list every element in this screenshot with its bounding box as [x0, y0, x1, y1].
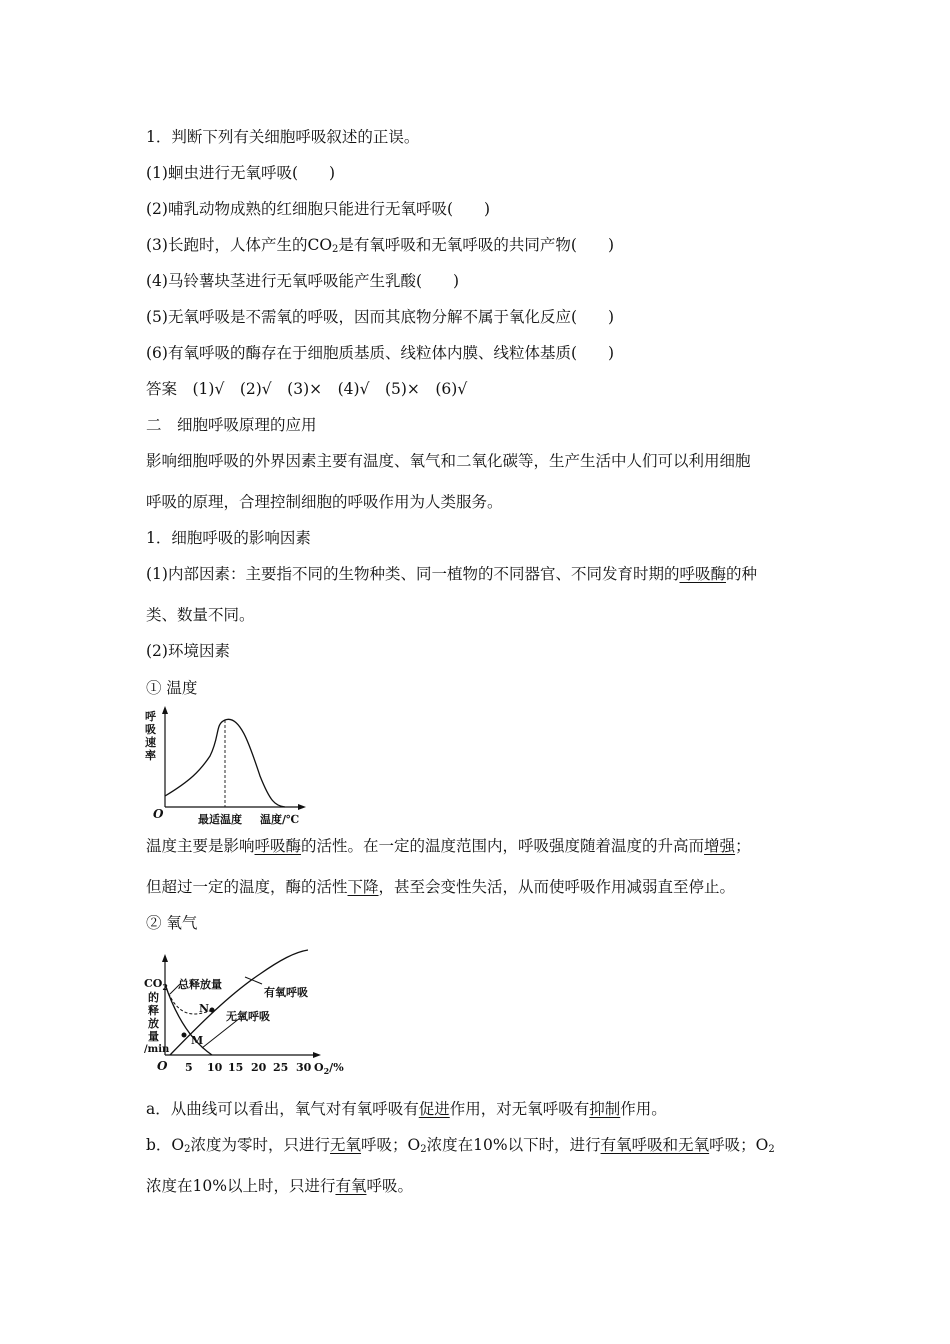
blank-answer: 下降 [347, 878, 379, 896]
temperature-text-line-1 [146, 835, 751, 857]
oxy-x-label: $O_2/\%$ [314, 1061, 344, 1076]
text-run: 作用，对无氧呼吸有 [449, 1100, 590, 1118]
text-run: 浓度在10%以下时，进行 [426, 1136, 601, 1154]
oxy-y-arrow [162, 954, 168, 962]
temp-origin-label: O [153, 807, 164, 821]
anaerobic-label: 无氧呼吸 [226, 1010, 270, 1023]
oxy-ylabel-3: 释 [148, 1004, 159, 1017]
text-run: 的种 [725, 565, 757, 583]
text-run: (1)内部因素：主要指不同的生物种类、同一植物的不同器官、不同发育时期的 [146, 565, 680, 583]
oxy-ylabel-2: 的 [148, 991, 159, 1004]
q1-item-4: (4)马铃薯块茎进行无氧呼吸能产生乳酸( ) [146, 272, 460, 290]
temp-ylabel-4: 率 [145, 749, 156, 762]
text-run: ； [735, 837, 751, 855]
oxy-tick-30: 30 [296, 1061, 312, 1074]
point-m-marker [182, 1033, 187, 1038]
temperature-heading: ① 温度 [146, 679, 198, 697]
temp-ylabel-1: 呼 [145, 710, 156, 723]
oxy-ylabel-4: 放 [148, 1017, 159, 1030]
temp-x-arrow [298, 804, 306, 810]
blank-answer: 抑制 [589, 1100, 621, 1118]
blank-answer: 呼吸酶 [679, 565, 726, 583]
q1-item-2: (2)哺乳动物成熟的红细胞只能进行无氧呼吸( ) [146, 200, 491, 218]
blank-answer: 增强 [704, 837, 736, 855]
environmental-factors-title: (2)环境因素 [146, 642, 230, 660]
oxygen-text-b-line-2 [146, 1175, 413, 1197]
point-n-marker [210, 1008, 215, 1013]
temp-x-label: 温度/℃ [260, 813, 300, 826]
oxy-origin-label: O [157, 1059, 168, 1073]
temp-y-arrow [162, 706, 168, 714]
text-run: 浓度在10%以上时，只进行 [146, 1177, 336, 1195]
text-run: 呼吸；O [361, 1136, 421, 1154]
blank-answer: 促进 [418, 1100, 450, 1118]
temp-ylabel-2: 吸 [145, 723, 156, 736]
text-run: 2 [768, 1144, 775, 1155]
q1-item-5: (5)无氧呼吸是不需氧的呼吸，因而其底物分解不属于氧化反应( ) [146, 308, 615, 326]
oxy-tick-15: 15 [228, 1061, 244, 1074]
blank-answer: 有氧 [335, 1177, 367, 1195]
q1-item-1: (1)蛔虫进行无氧呼吸( ) [146, 164, 336, 182]
oxygen-text-a [146, 1098, 667, 1120]
oxy-tick-20: 20 [251, 1061, 267, 1074]
text-run: 呼吸；O [709, 1136, 769, 1154]
oxy-ylabel-5: 量 [148, 1030, 159, 1043]
section-2-intro-line-2: 呼吸的原理，合理控制细胞的呼吸作用为人类服务。 [146, 493, 503, 511]
text-run: 的活性。在一定的温度范围内，呼吸强度随着温度的升高而 [301, 837, 705, 855]
oxygen-heading: ② 氧气 [146, 914, 198, 932]
internal-factors-line-1 [146, 563, 757, 585]
text-run: 呼吸。 [366, 1177, 413, 1195]
temperature-text-line-2 [146, 876, 735, 898]
text-run: a．从曲线可以看出，氧气对有氧呼吸有 [146, 1100, 419, 1118]
oxy-tick-5: 5 [185, 1061, 193, 1074]
text-run: ，甚至会变性失活，从而使呼吸作用减弱直至停止。 [378, 878, 736, 896]
oxygen-chart [140, 944, 350, 1079]
oxy-tick-10: 10 [207, 1061, 223, 1074]
aerobic-label: 有氧呼吸 [264, 986, 308, 999]
q1-item-3 [146, 234, 614, 261]
oxy-x-arrow [313, 1052, 321, 1058]
oxygen-text-b-line-1 [146, 1134, 775, 1161]
blank-answer: 无氧 [330, 1136, 362, 1154]
temperature-chart [140, 706, 310, 830]
q1-item-6: (6)有氧呼吸的酶存在于细胞质基质、线粒体内膜、线粒体基质( ) [146, 344, 615, 362]
subsection-1-title: 1．细胞呼吸的影响因素 [146, 529, 311, 547]
text-run: 温度主要是影响 [146, 837, 255, 855]
text-run: 2 [420, 1144, 427, 1155]
blank-answer: 呼吸酶 [254, 837, 302, 855]
q1-answer: 答案 (1)√ (2)√ (3)× (4)√ (5)× (6)√ [146, 380, 468, 398]
text-run: 浓度为零时，只进行 [190, 1136, 331, 1154]
point-m-label: M [191, 1034, 204, 1047]
q1-title: 1．判断下列有关细胞呼吸叙述的正误。 [146, 128, 420, 146]
oxy-ylabel-6: /min [144, 1044, 170, 1055]
text-run: 但超过一定的温度，酶的活性 [146, 878, 348, 896]
internal-factors-line-2: 类、数量不同。 [146, 606, 255, 624]
section-2-intro-line-1: 影响细胞呼吸的外界因素主要有温度、氧气和二氧化碳等，生产生活中人们可以利用细胞 [146, 452, 751, 470]
temp-ylabel-3: 速 [145, 736, 156, 749]
text-run: (3)长跑时，人体产生的CO [146, 236, 333, 254]
blank-answer: 有氧呼吸和无氧 [600, 1136, 710, 1154]
text-run: 2 [184, 1144, 191, 1155]
oxy-ylabel-co2: $CO_2$ [144, 977, 168, 992]
text-run: 2 [332, 244, 339, 255]
oxy-tick-25: 25 [273, 1061, 289, 1074]
text-run: 作用。 [620, 1100, 667, 1118]
section-2-heading: 二 细胞呼吸原理的应用 [146, 416, 317, 434]
total-release-label: 总释放量 [178, 978, 222, 991]
text-run: 是有氧呼吸和无氧呼吸的共同产物( ) [338, 236, 615, 254]
optimum-temp-label: 最适温度 [198, 813, 242, 826]
text-run: b．O [146, 1136, 185, 1154]
point-n-label: N [199, 1002, 210, 1015]
